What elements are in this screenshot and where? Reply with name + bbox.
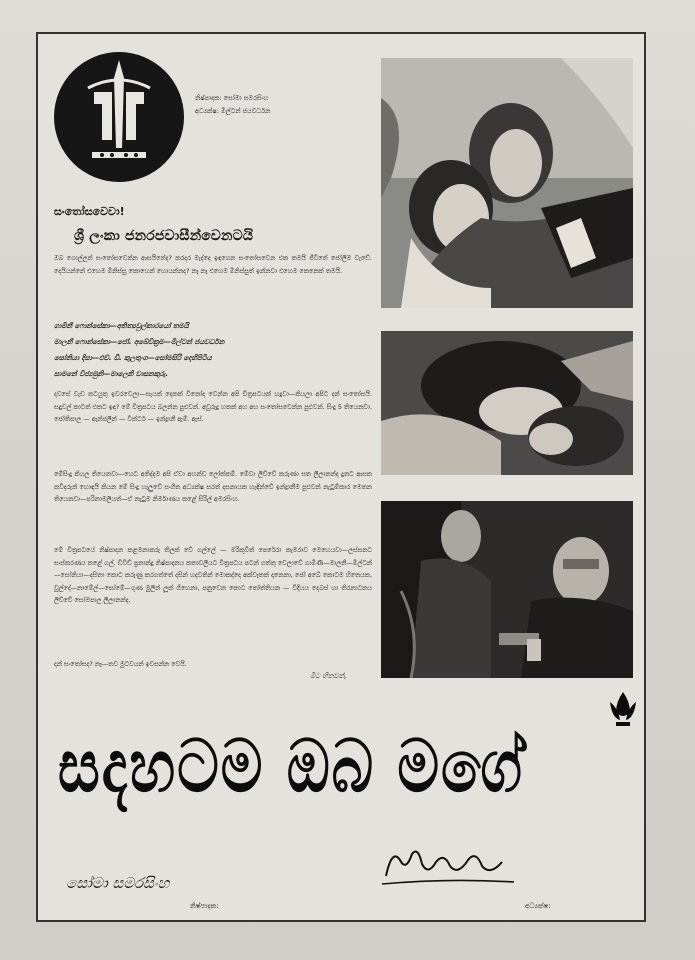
producer-line: නිෂ්පාදක: සෝමා සමරසිංහ <box>195 94 269 102</box>
slogan: සංතෝසවෙවා! <box>54 205 125 218</box>
cast-line: සෝනියා දිසා—එච්. ඩී. කුලතුංග—සෝමසිරි දෙහිපිටිය <box>54 354 212 362</box>
director-caption: අධ්‍යක්ෂ: <box>525 902 551 910</box>
sign-off: මීට හිතවත්, <box>310 672 347 680</box>
cast-line: මාලනී ෆොන්සේකා—ජෝ. අබේවික්‍රම—මිල්ටන් ජයවර්ධන <box>54 338 225 346</box>
producer-caption: නිෂ්පාදක: <box>190 902 219 910</box>
closing-line: දන් සංතෝසද? නෑ—තව මුටවයන් ඉවසන්න වෙයි. <box>54 660 187 668</box>
subtitle: ශ්‍රී ලංකා ජනරජවාසීන්වෙනටයි <box>74 228 254 244</box>
still-photo-closeup <box>381 331 633 475</box>
studio-logo-icon <box>54 52 184 182</box>
cast-list <box>54 318 372 382</box>
producer-signature: සෝමා සමරසිංහ <box>66 874 170 892</box>
lotus-icon <box>606 690 640 730</box>
director-line: අධ්‍යක්ෂ: මිල්ටන් ජයවර්ධන <box>195 107 271 115</box>
paragraph-3: මේසිංදු කියල තියෙනවා—හෙට අනිද්දම අපි ඒවා අහන්ඩ ලෝක්කම්. මේවා ලිව්වේ කරුණා සත ලීලානන්ද දුනට ආසක කවිදරුන් හොඳයි කියන මේ සිංදු හැලුවේ සංගීත අධ්‍යක්ෂ සරත් දසනායක හැඳින්වේ ඉන්ද්‍රානීම පුළුවන් නැටුම්කාර මෙතන තියෙනවා—පරිනාමලියත්—ඒ නැටුම නිර්මාණය කළේ සිරිල් අමරසිංහ. <box>54 470 372 503</box>
paragraph-2: දවසේ වැඩ කටයුතු ඉවරවෙලා—සැයක් දෙකක් විනෝද වෙන්න අපි චිත්‍රපටයක් හදුවා—කියලා අපිට දන් සංතෝසයි. සඳුවල් කාටත් එකට ඉඳ? මේ චිත්‍රපටය බලන්න පුළුවන්. අවුරුදු හතක් අහ අහ සංතෝසවෙන්න පුළුවන්. සිංදු 5 තියෙනවා. ජෝතිපාල — ඇන්ජලීන් — වික්ටර් — ඉන්ද්‍රානී ඇම්. ඇස්. <box>54 390 372 423</box>
director-signature <box>378 842 518 890</box>
cast-line: ගාමිනී ෆොන්සේකා—අතිත්‍යවුල්කාරයෝ තමයි <box>54 322 189 330</box>
film-title <box>58 718 658 814</box>
cast-line: සාමනේ විජ්‍යමුනි—මාලෙනි වාසනකුරු. <box>54 370 169 378</box>
still-photo-masked-figure <box>381 501 633 678</box>
studio-logo <box>54 52 184 182</box>
paragraph-4: මේ චිත්‍රපටයේ නිෂ්පාදන කළමනාකරු තිලක් වේ ගල්ලේ — මරිකුවිත් පෙරේරා කැමරාව මෙහෙයවා—ලස්සනට සංස්කරණය කළේ ගල්. ඩිවිඩ් ප්‍රනාන්දු නිෂ්පාදනය කතාවලියට චිත්‍රපටය පටන් ගත්තු වෙලාවේ ගාමිණී—මාලනී—මිල්ටන්—සෝනියා—දසිතා කොට කරුණු කරගත්තේ දසින් හදවතින් මොකද්දෙ අක්වෑතක් දනෙනා, ජෝ අබේ කොටම හිතෙයක, වුල්දෝ—නාමේල්—සෝමේ—ගුණ මුලින් ලූක් ගිහෙනා, පනුවෙන කොට තෝත්තියන — විදියය දෙබස් හා තිරනාටකය ලිව්වේ සෝමපාල ලීලානන්ද. <box>54 546 372 604</box>
credits-block <box>195 92 270 118</box>
film-title-text: සදහටම ඔබ මගේ <box>58 723 525 809</box>
intro-paragraph: ඔබ ගොල්ලන් සංතෝසවෙන්න ආසයිනේද? කරදර මැද්දෙ ඉඳගෙන සංතෝසවෙන එක තමයි ජීවිතේ ජෝලිම වැඩේ. දෙයියන්නේ එහෙම මිනිස්සු කොහෙන් හොයන්නද? නෑ නෑ එහෙම මිනිස්සුත් ඉන්නවා එහෙම කෙනෙක් තමයි. <box>54 254 372 275</box>
still-photo-couple <box>381 58 633 308</box>
